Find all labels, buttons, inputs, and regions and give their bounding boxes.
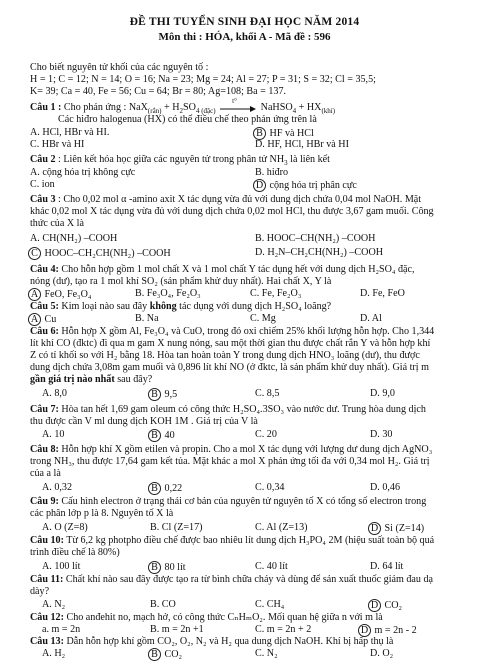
question-number: Câu 1 : bbox=[30, 102, 62, 113]
option-d: D. HF, HCl, HBr và HI bbox=[255, 139, 349, 150]
question-number: Câu 11: bbox=[30, 574, 64, 585]
option-b: B. Cl (Z=17) bbox=[150, 522, 203, 533]
option-c: C. 40 lít bbox=[255, 561, 288, 572]
intro-line-3: K= 39; Ca = 40, Fe = 56; Cu = 64; Br = 80; Ag=108; Ba = 137. bbox=[30, 86, 287, 97]
option-d: D. Al bbox=[360, 313, 382, 324]
option-a: A FeO, Fe₃O₄ bbox=[30, 288, 91, 301]
option-c: C. HBr và HI bbox=[30, 139, 85, 150]
question-10-line-2: trình điều chế là 80%) bbox=[30, 547, 120, 558]
selected-answer-circle: A bbox=[28, 288, 41, 301]
option-c: C. ion bbox=[30, 179, 55, 190]
question-1-line-2: Các hiđro halogenua (HX) có thể điều chế theo phản ứng trên là bbox=[58, 114, 317, 125]
option-c: C. m = 2n + 2 bbox=[255, 624, 312, 635]
option-a: A Cu bbox=[30, 313, 56, 326]
question-number: Câu 4: bbox=[30, 264, 59, 275]
question-6-line-2: lít khí CO (đktc) đi qua m gam X nung nóng, sau một thời gian thu được chất rắn Y và hỗn hợp khí bbox=[30, 338, 431, 349]
selected-answer-circle: B bbox=[148, 648, 161, 661]
question-number: Câu 10: bbox=[30, 535, 64, 546]
selected-answer-circle: D bbox=[358, 624, 371, 637]
option-a: A. HCl, HBr và HI. bbox=[30, 127, 110, 138]
option-d: D cộng hóa trị phân cực bbox=[255, 179, 357, 192]
question-number: Câu 7: bbox=[30, 404, 59, 415]
selected-answer-circle: B bbox=[148, 561, 161, 574]
exam-title: ĐỀ THI TUYỂN SINH ĐẠI HỌC NĂM 2014 bbox=[129, 16, 360, 28]
question-7-stem: Câu 7: Hòa tan hết 1,69 gam oleum có công thức H₂SO₄.3SO₃ vào nước dư. Trung hòa dung dịch bbox=[30, 404, 426, 415]
question-10-stem: Câu 10: Từ 6,2 kg photpho điều chế được bao nhiêu lít dung dịch H₃PO₄ 2M (hiệu suất toàn bộ quá bbox=[30, 535, 435, 546]
question-6-line-3: Z có tỉ khối so với H₂ bằng 18. Hòa tan hoàn toàn Y trong dung dịch HNO₃ loãng (dư), thu được bbox=[30, 350, 420, 361]
option-b: B. Na bbox=[135, 313, 159, 324]
option-c: C. 8,5 bbox=[255, 388, 280, 399]
selected-answer-circle: D bbox=[253, 179, 266, 192]
option-a: A. H₂ bbox=[42, 648, 66, 659]
selected-answer-circle: B bbox=[148, 429, 161, 442]
option-a: A. 100 lít bbox=[42, 561, 81, 572]
exam-subtitle: Môn thi : HÓA, khối A - Mã đề : 596 bbox=[158, 31, 331, 43]
reaction-arrow bbox=[218, 96, 258, 113]
question-number: Câu 8: bbox=[30, 444, 59, 455]
option-d: D CO₂ bbox=[370, 599, 402, 612]
option-c: C. 0,34 bbox=[255, 482, 285, 493]
question-5-stem: Câu 5: Kim loại nào sau đây không tác dụng với dung dịch H₂SO₄ loãng? bbox=[30, 301, 332, 312]
option-b: B. HOOC–CH(NH₂) –COOH bbox=[255, 233, 376, 244]
question-4-line-2: nóng (dư), tạo ra 1 mol khí SO₂ (sản phẩm khử duy nhất). Hai chất X, Y là bbox=[30, 276, 332, 287]
option-a: A. O (Z=8) bbox=[42, 522, 88, 533]
question-6-stem: Câu 6: Hỗn hợp X gồm Al, Fe₃O₄ và CuO, trong đó oxi chiếm 25% khối lượng hỗn hợp. Cho 1,344 bbox=[30, 326, 435, 337]
option-c: C. Al (Z=13) bbox=[255, 522, 308, 533]
question-11-line-2: dày? bbox=[30, 586, 50, 597]
option-b: B 9,5 bbox=[150, 388, 177, 401]
option-b: B HF và HCl bbox=[255, 127, 314, 140]
option-c: C. Mg bbox=[250, 313, 276, 324]
selected-answer-circle: D bbox=[368, 599, 381, 612]
question-number: Câu 2 bbox=[30, 154, 56, 165]
option-d: D. Fe, FeO bbox=[360, 288, 405, 299]
option-a: A. 10 bbox=[42, 429, 65, 440]
option-a: A. CH(NH₂) –COOH bbox=[30, 233, 118, 244]
option-a: A. 8,0 bbox=[42, 388, 67, 399]
option-c: C. 20 bbox=[255, 429, 277, 440]
option-b: B 40 bbox=[150, 429, 175, 442]
question-number: Câu 5: bbox=[30, 301, 59, 312]
question-7-line-2: thu được cần V ml dung dịch KOH 1M . Giá trị của V là bbox=[30, 416, 258, 427]
selected-answer-circle: D bbox=[368, 522, 381, 535]
option-b: B 0,22 bbox=[150, 482, 182, 495]
question-number: Câu 3 bbox=[30, 194, 56, 205]
arrow-heat-label: t° bbox=[232, 96, 237, 105]
option-b: B. CO bbox=[150, 599, 176, 610]
question-8-line-2: trong NH₃, thu được 17,64 gam kết tủa. Mặt khác a mol X phản ứng tối đa với 0,34 mol H₂. Giá trị bbox=[30, 456, 430, 467]
question-6-line-4: dung dịch chứa 3,08m gam muối và 0,896 lít khí NO (ở đktc, là sản phẩm khử duy nhất). Giá trị m bbox=[30, 362, 429, 373]
question-number: Câu 13: bbox=[30, 636, 64, 647]
option-d: D. 30 bbox=[370, 429, 393, 440]
question-number: Câu 12: bbox=[30, 612, 64, 623]
selected-answer-circle: C bbox=[28, 247, 41, 260]
option-d: D Si (Z=14) bbox=[370, 522, 424, 535]
question-13-stem: Câu 13: Dẫn hỗn hợp khí gồm CO₂, O₂, N₂ và H₂ qua dung dịch NaOH. Khí bị hấp thụ là bbox=[30, 636, 394, 647]
question-6-line-5: gần giá trị nào nhất sau đây? bbox=[30, 374, 153, 385]
option-a: A. cộng hóa trị không cực bbox=[30, 167, 136, 178]
question-8-stem: Câu 8: Hỗn hợp khí X gồm etilen và propin. Cho a mol X tác dụng với lượng dư dung dịch AgNO₃ bbox=[30, 444, 433, 455]
option-c: C HOOC–CH₂CH(NH₂) –COOH bbox=[30, 247, 171, 260]
selected-answer-circle: A bbox=[28, 313, 41, 326]
option-b: B. hiđro bbox=[255, 167, 289, 178]
question-3-stem: Câu 3 : Cho 0,02 mol α -amino axit X tác dụng vừa đủ với dung dịch chứa 0,04 mol NaOH. Mặt bbox=[30, 194, 422, 205]
intro-line-2: H = 1; C = 12; N = 14; O = 16; Na = 23; Mg = 24; Al = 27; P = 31; S = 32; Cl = 35,5; bbox=[30, 74, 376, 85]
question-1-stem: Câu 1 : Cho phản ứng : $NaX_{(rắn)} + H_2SO_{4 (đặc)}$ t° NaHSO$_4$ + $HX_{(khí)}$ bbox=[30, 96, 336, 116]
option-b: B. m = 2n +1 bbox=[150, 624, 204, 635]
question-11-stem: Câu 11: Chất khí nào sau đây được tạo ra từ bình chữa cháy và dùng để sản xuất thuốc giảm đau dạ bbox=[30, 574, 433, 585]
option-a: a. m = 2n bbox=[42, 624, 81, 635]
option-d: D. 0,46 bbox=[370, 482, 401, 493]
question-number: Câu 6: bbox=[30, 326, 59, 337]
option-c: C. Fe, Fe₂O₃ bbox=[250, 288, 302, 299]
selected-answer-circle: B bbox=[253, 127, 266, 140]
option-a: A. N₂ bbox=[42, 599, 66, 610]
question-number: Câu 9: bbox=[30, 496, 59, 507]
option-b: B. Fe₃O₄, Fe₂O₃ bbox=[135, 288, 201, 299]
option-b: B 80 lít bbox=[150, 561, 186, 574]
question-2-stem: Câu 2 : Liên kết hóa học giữa các nguyên tử trong phân tử $NH_3$ là liên kết bbox=[30, 154, 330, 168]
option-d: D. 64 lít bbox=[370, 561, 404, 572]
option-d: D. H₂N–CH₂CH(NH₂) –COOH bbox=[255, 247, 384, 258]
question-3-line-2: khác 0,02 mol X tác dụng vừa đủ với dung dịch chứa 0,02 mol HCl, thu được 3,67 gam muối. Công bbox=[30, 206, 434, 217]
option-c: C. CH₄ bbox=[255, 599, 285, 610]
question-9-stem: Câu 9: Cấu hình electron ở trạng thái cơ bản của nguyên tử nguyên tố X có tổng số electron trong bbox=[30, 496, 427, 507]
option-d: D. 9,0 bbox=[370, 388, 395, 399]
option-d: D m = 2n - 2 bbox=[360, 624, 417, 637]
selected-answer-circle: B bbox=[148, 388, 161, 401]
question-4-stem: Câu 4: Cho hỗn hợp gồm 1 mol chất X và 1 mol chất Y tác dụng hết với dung dịch H₂SO₄ đặc, bbox=[30, 264, 415, 275]
option-d: D. O₂ bbox=[370, 648, 394, 659]
option-c: C. N₂ bbox=[255, 648, 278, 659]
question-8-line-3: của a là bbox=[30, 468, 61, 479]
question-3-line-3: thức của X là bbox=[30, 218, 84, 229]
option-b: B CO₂ bbox=[150, 648, 182, 661]
selected-answer-circle: B bbox=[148, 482, 161, 495]
option-a: A. 0,32 bbox=[42, 482, 73, 493]
question-9-line-2: các phân lớp p là 8. Nguyên tố X là bbox=[30, 508, 174, 519]
question-12-stem: Câu 12: Cho anđehit no, mạch hở, có công thức CₙHₘO₂. Mối quan hệ giữa n với m là bbox=[30, 612, 383, 623]
intro-line-1: Cho biết nguyên tử khối của các nguyên tố : bbox=[30, 62, 209, 73]
